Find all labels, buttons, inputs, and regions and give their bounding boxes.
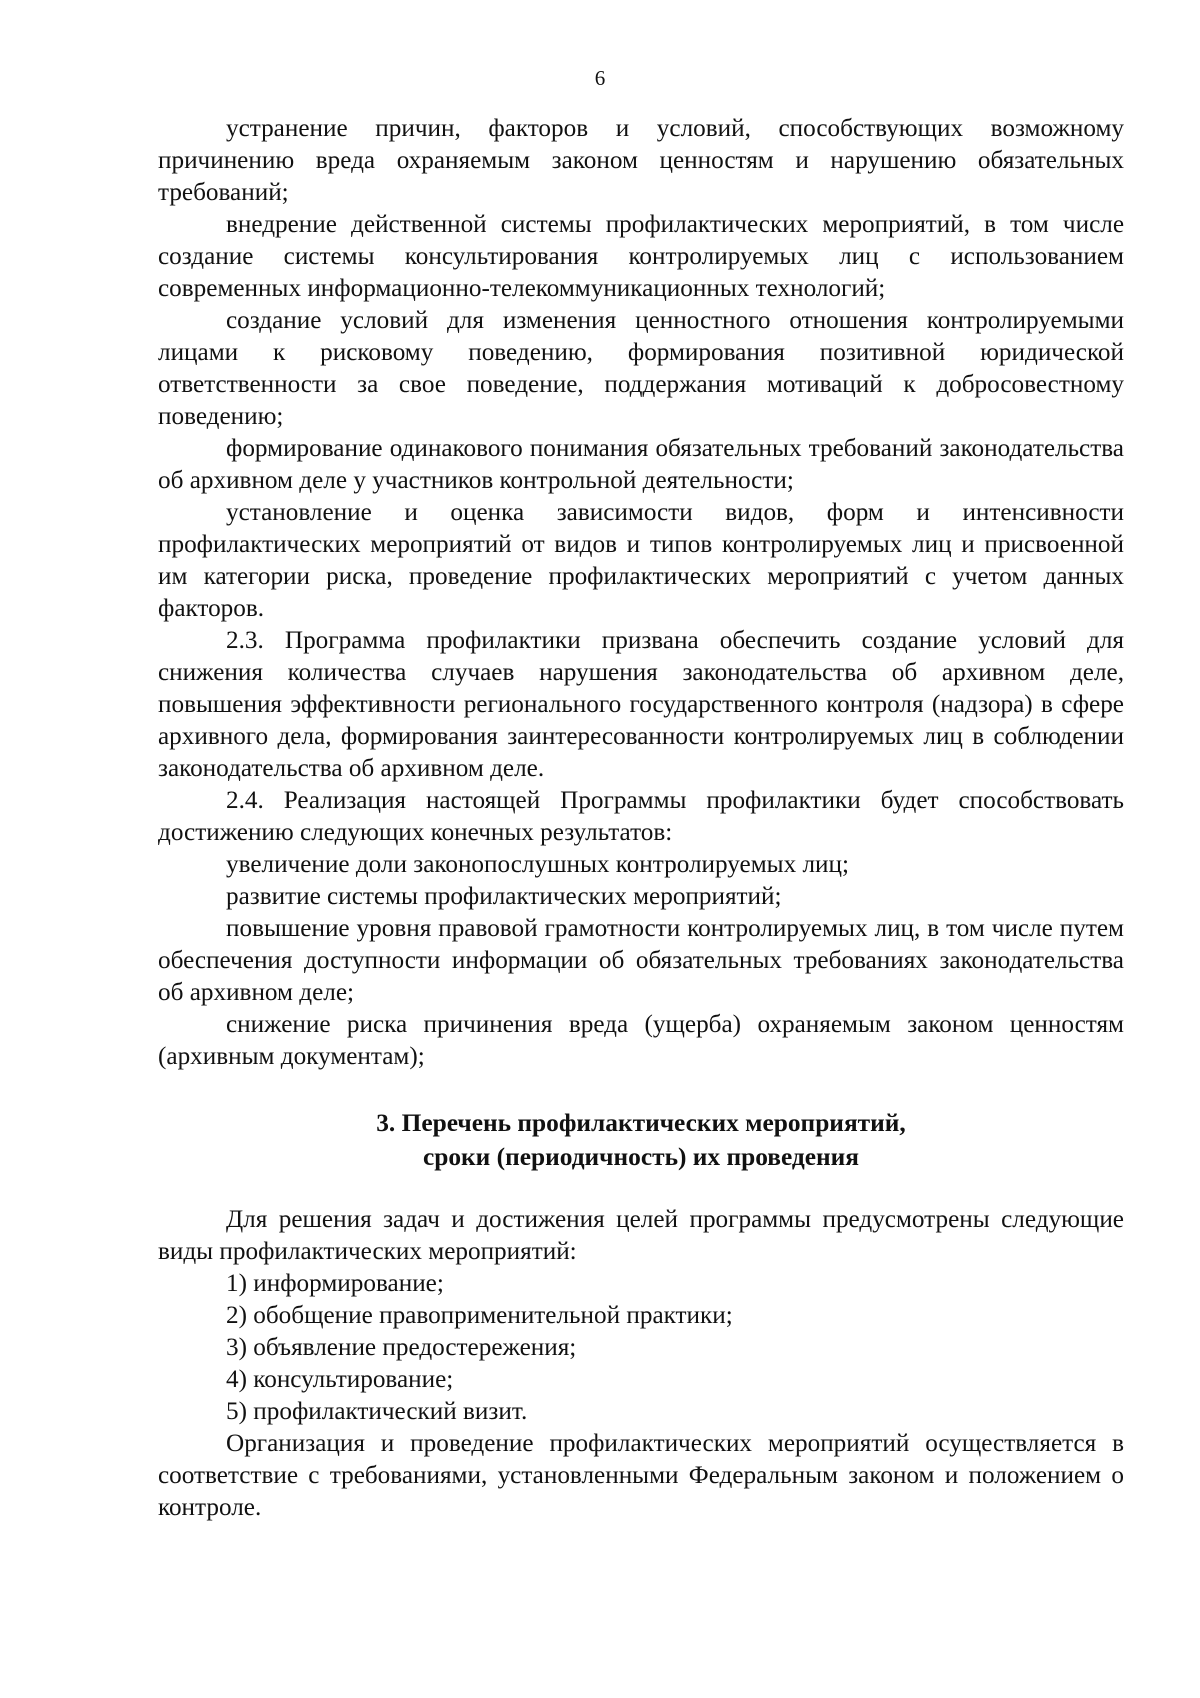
section-3-heading-line-2: сроки (периодичность) их проведения <box>422 1143 860 1171</box>
paragraph-goal-value-attitude: создание условий для изменения ценностного отношения контролируемыми лицами к рисковому поведению, формирования позитивной юридической ответственности за свое поведение, поддержания мотиваций к добросовестному поведению; <box>158 307 1124 430</box>
paragraph-2-3: 2.3. Программа профилактики призвана обеспечить создание условий для снижения количества случаев нарушения законодательства об архивном деле, повышения эффективности регионального государственного контроля (надзора) в сфере архивного дела, формирования заинтересованности контролируемых лиц в соблюдении законодательства об архивном деле. <box>158 627 1124 782</box>
paragraph-2-4: 2.4. Реализация настоящей Программы профилактики будет способствовать достижению следующих конечных результатов: <box>158 787 1124 846</box>
paragraph-goal-prevention-system: внедрение действенной системы профилактических мероприятий, в том числе создание системы консультирования контролируемых лиц с использованием современных информационно-телекоммуникационных технологий; <box>158 211 1124 302</box>
result-item-risk-reduction: снижение риска причинения вреда (ущерба) охраняемым законом ценностям (архивным документам); <box>158 1011 1124 1070</box>
document-body <box>158 113 1124 1524</box>
paragraph-goal-risk-dependence: установление и оценка зависимости видов, форм и интенсивности профилактических мероприятий от видов и типов контролируемых лиц и присвоенной им категории риска, проведение профилактических мероприятий с учетом данных факторов. <box>158 499 1124 622</box>
result-item-prevention-system: развитие системы профилактических мероприятий; <box>226 883 782 910</box>
section-3-intro: Для решения задач и достижения целей программы предусмотрены следующие виды профилактических мероприятий: <box>158 1206 1124 1265</box>
section-3-heading-line-1: 3. Перечень профилактических мероприятий, <box>376 1109 906 1137</box>
section-3-heading <box>158 1106 1124 1174</box>
measure-list-item: 4) консультирование; <box>226 1366 454 1393</box>
measure-list-item: 2) обобщение правоприменительной практики; <box>226 1302 733 1329</box>
measure-list-item: 1) информирование; <box>226 1270 444 1297</box>
result-item-law-abiding-share: увеличение доли законопослушных контролируемых лиц; <box>226 851 849 878</box>
page-number: 6 <box>594 66 606 90</box>
paragraph-goal-uniform-understanding: формирование одинакового понимания обязательных требований законодательства об архивном деле у участников контрольной деятельности; <box>158 435 1124 494</box>
result-item-legal-literacy: повышение уровня правовой грамотности контролируемых лиц, в том числе путем обеспечения доступности информации об обязательных требованиях законодательства об архивном деле; <box>158 915 1124 1006</box>
section-3-closing: Организация и проведение профилактических мероприятий осуществляется в соответствие с требованиями, установленными Федеральным законом и положением о контроле. <box>158 1430 1124 1521</box>
measure-list-item: 3) объявление предостережения; <box>226 1334 577 1361</box>
paragraph-goal-eliminate-causes: устранение причин, факторов и условий, способствующих возможному причинению вреда охраняемым законом ценностям и нарушению обязательных требований; <box>158 115 1124 206</box>
measure-list-item: 5) профилактический визит. <box>226 1398 528 1425</box>
